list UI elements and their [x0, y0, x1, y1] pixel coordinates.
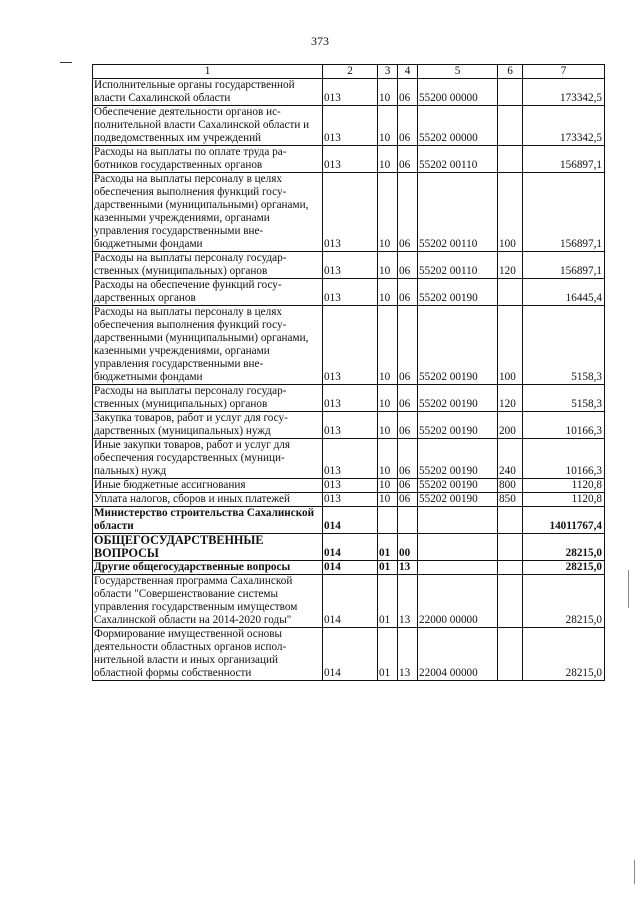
- ministry-code-cell: 013: [323, 479, 378, 493]
- amount-cell: 156897,1: [523, 252, 605, 279]
- table-row: [93, 534, 605, 561]
- row-name-cell: Закупка товаров, работ и услуг для государственных (муниципальных) нужд: [93, 412, 323, 439]
- subsection-cell: 06: [398, 173, 418, 252]
- row-name-cell: Расходы на выплаты по оплате труда работников государственных органов: [93, 146, 323, 173]
- section-cell: 10: [378, 479, 398, 493]
- row-name-cell: Другие общегосударственные вопросы: [93, 561, 323, 575]
- section-cell: 01: [378, 534, 398, 561]
- expense-type-cell: [498, 146, 523, 173]
- table-row: [93, 439, 605, 479]
- row-name-cell: Иные бюджетные ассигнования: [93, 479, 323, 493]
- amount-cell: 16445,4: [523, 279, 605, 306]
- section-cell: 10: [378, 493, 398, 507]
- amount-cell: 28215,0: [523, 534, 605, 561]
- section-cell: 10: [378, 306, 398, 385]
- section-cell: 01: [378, 575, 398, 628]
- target-article-cell: 22000 00000: [418, 575, 498, 628]
- row-name-cell: Расходы на выплаты персоналу в целях обеспечения выполнения функций государственными (муниципальными) органами, казенными учреждениями, органами управления государственными внебюджетными фондами: [93, 173, 323, 252]
- table-body: [93, 79, 605, 681]
- ministry-code-cell: 013: [323, 493, 378, 507]
- expense-type-cell: [498, 534, 523, 561]
- row-name-cell: Обеспечение деятельности органов исполнительной власти Сахалинской области и подведомственных им учреждений: [93, 106, 323, 146]
- row-name-cell: Расходы на выплаты персоналу государственных (муниципальных) органов: [93, 252, 323, 279]
- section-cell: 10: [378, 439, 398, 479]
- column-header: 7: [523, 65, 605, 79]
- expense-type-cell: 120: [498, 252, 523, 279]
- target-article-cell: [418, 561, 498, 575]
- table-row: [93, 106, 605, 146]
- ministry-code-cell: 013: [323, 252, 378, 279]
- subsection-cell: 06: [398, 439, 418, 479]
- subsection-cell: 13: [398, 575, 418, 628]
- row-name-cell: Уплата налогов, сборов и иных платежей: [93, 493, 323, 507]
- target-article-cell: 55202 00190: [418, 479, 498, 493]
- row-name-cell: Государственная программа Сахалинской области "Совершенствование системы управления государственным имуществом Сахалинской области на 2014-2020 годы": [93, 575, 323, 628]
- header-row: [93, 65, 605, 79]
- amount-cell: 173342,5: [523, 79, 605, 106]
- expense-type-cell: 100: [498, 306, 523, 385]
- table-row: [93, 279, 605, 306]
- target-article-cell: 55200 00000: [418, 79, 498, 106]
- section-cell: 10: [378, 106, 398, 146]
- row-name-cell: Иные закупки товаров, работ и услуг для обеспечения государственных (муниципальных) нужд: [93, 439, 323, 479]
- section-cell: 01: [378, 561, 398, 575]
- ministry-code-cell: 014: [323, 534, 378, 561]
- row-name-cell: Исполнительные органы государственной власти Сахалинской области: [93, 79, 323, 106]
- expense-type-cell: 200: [498, 412, 523, 439]
- section-cell: 10: [378, 385, 398, 412]
- expense-type-cell: 850: [498, 493, 523, 507]
- amount-cell: 28215,0: [523, 628, 605, 681]
- expense-type-cell: [498, 575, 523, 628]
- table-row: [93, 79, 605, 106]
- target-article-cell: [418, 507, 498, 534]
- section-cell: [378, 507, 398, 534]
- table-row: [93, 493, 605, 507]
- amount-cell: 1120,8: [523, 493, 605, 507]
- target-article-cell: 55202 00190: [418, 412, 498, 439]
- ministry-code-cell: 013: [323, 306, 378, 385]
- table-row: [93, 479, 605, 493]
- subsection-cell: 06: [398, 146, 418, 173]
- expense-type-cell: 120: [498, 385, 523, 412]
- subsection-cell: 13: [398, 628, 418, 681]
- section-cell: 10: [378, 146, 398, 173]
- expense-type-cell: 100: [498, 173, 523, 252]
- amount-cell: 14011767,4: [523, 507, 605, 534]
- target-article-cell: 55202 00190: [418, 279, 498, 306]
- row-name-cell: Министерство строительства Сахалинской области: [93, 507, 323, 534]
- ministry-code-cell: 014: [323, 575, 378, 628]
- amount-cell: 28215,0: [523, 561, 605, 575]
- ministry-code-cell: 013: [323, 439, 378, 479]
- subsection-cell: 06: [398, 252, 418, 279]
- amount-cell: 156897,1: [523, 173, 605, 252]
- target-article-cell: 55202 00190: [418, 439, 498, 479]
- ministry-code-cell: 013: [323, 106, 378, 146]
- row-name-cell: Формирование имущественной основы деятельности областных органов исполнительной власти и иных организаций областной формы собственности: [93, 628, 323, 681]
- row-name-cell: Расходы на выплаты персоналу государственных (муниципальных) органов: [93, 385, 323, 412]
- section-cell: 10: [378, 412, 398, 439]
- expense-type-cell: 240: [498, 439, 523, 479]
- column-header: 1: [93, 65, 323, 79]
- section-cell: 10: [378, 279, 398, 306]
- column-header: 5: [418, 65, 498, 79]
- expense-type-cell: 800: [498, 479, 523, 493]
- table-row: [93, 507, 605, 534]
- table-row: [93, 575, 605, 628]
- table-row: [93, 385, 605, 412]
- page-number: 373: [311, 34, 329, 48]
- budget-table: [92, 64, 605, 681]
- table-row: [93, 412, 605, 439]
- subsection-cell: 06: [398, 412, 418, 439]
- amount-cell: 5158,3: [523, 306, 605, 385]
- target-article-cell: 55202 00190: [418, 306, 498, 385]
- ministry-code-cell: 014: [323, 561, 378, 575]
- row-name-cell: ОБЩЕГОСУДАРСТВЕННЫЕ ВОПРОСЫ: [93, 534, 323, 561]
- table-row: [93, 252, 605, 279]
- expense-type-cell: [498, 106, 523, 146]
- ministry-code-cell: 013: [323, 385, 378, 412]
- column-header: 6: [498, 65, 523, 79]
- target-article-cell: 55202 00110: [418, 252, 498, 279]
- table-row: [93, 561, 605, 575]
- column-header: 4: [398, 65, 418, 79]
- amount-cell: 5158,3: [523, 385, 605, 412]
- target-article-cell: [418, 534, 498, 561]
- table-row: [93, 173, 605, 252]
- section-cell: 10: [378, 79, 398, 106]
- ministry-code-cell: 013: [323, 279, 378, 306]
- ministry-code-cell: 013: [323, 173, 378, 252]
- subsection-cell: 06: [398, 79, 418, 106]
- subsection-cell: 13: [398, 561, 418, 575]
- amount-cell: 10166,3: [523, 439, 605, 479]
- ministry-code-cell: 014: [323, 507, 378, 534]
- section-cell: 01: [378, 628, 398, 681]
- expense-type-cell: [498, 628, 523, 681]
- table-row: [93, 146, 605, 173]
- expense-type-cell: [498, 79, 523, 106]
- target-article-cell: 22004 00000: [418, 628, 498, 681]
- amount-cell: 156897,1: [523, 146, 605, 173]
- subsection-cell: 06: [398, 479, 418, 493]
- target-article-cell: 55202 00110: [418, 173, 498, 252]
- subsection-cell: 06: [398, 493, 418, 507]
- expense-type-cell: [498, 279, 523, 306]
- column-header: 2: [323, 65, 378, 79]
- table-row: [93, 628, 605, 681]
- target-article-cell: 55202 00190: [418, 385, 498, 412]
- section-cell: 10: [378, 252, 398, 279]
- target-article-cell: 55202 00000: [418, 106, 498, 146]
- ministry-code-cell: 013: [323, 412, 378, 439]
- expense-type-cell: [498, 507, 523, 534]
- subsection-cell: 00: [398, 534, 418, 561]
- amount-cell: 1120,8: [523, 479, 605, 493]
- ministry-code-cell: 013: [323, 146, 378, 173]
- subsection-cell: 06: [398, 385, 418, 412]
- amount-cell: 173342,5: [523, 106, 605, 146]
- row-name-cell: Расходы на выплаты персоналу в целях обеспечения выполнения функций государственными (муниципальными) органами, казенными учреждениями, органами управления государственными внебюджетными фондами: [93, 306, 323, 385]
- subsection-cell: 06: [398, 279, 418, 306]
- ministry-code-cell: 013: [323, 79, 378, 106]
- ministry-code-cell: 014: [323, 628, 378, 681]
- amount-cell: 10166,3: [523, 412, 605, 439]
- column-header: 3: [378, 65, 398, 79]
- amount-cell: 28215,0: [523, 575, 605, 628]
- table-row: [93, 306, 605, 385]
- section-cell: 10: [378, 173, 398, 252]
- scan-artifact: [628, 570, 629, 608]
- subsection-cell: 06: [398, 306, 418, 385]
- scan-artifact: [634, 860, 635, 884]
- row-name-cell: Расходы на обеспечение функций государственных органов: [93, 279, 323, 306]
- expense-type-cell: [498, 561, 523, 575]
- target-article-cell: 55202 00190: [418, 493, 498, 507]
- margin-mark: [60, 62, 72, 63]
- subsection-cell: [398, 507, 418, 534]
- subsection-cell: 06: [398, 106, 418, 146]
- target-article-cell: 55202 00110: [418, 146, 498, 173]
